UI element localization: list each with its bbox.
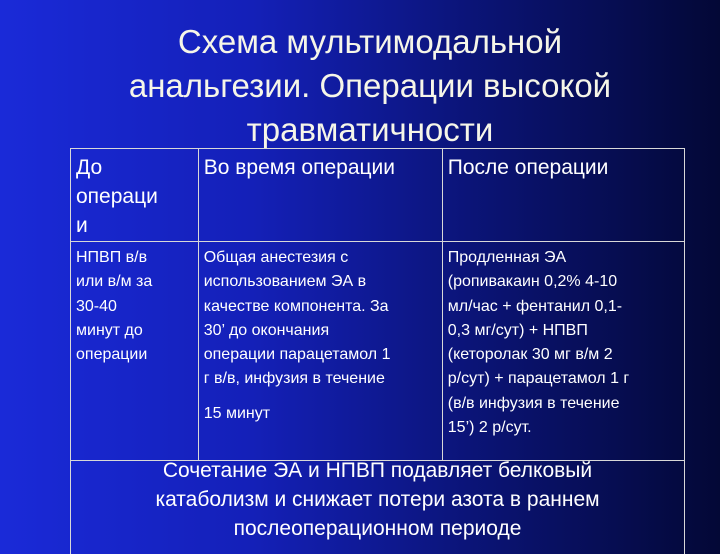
cell-line: г в/в, инфузия в течение <box>203 370 385 388</box>
header-line: До <box>76 156 103 179</box>
analgesia-table <box>70 148 685 461</box>
cell-line: качестве компонента. За <box>203 297 389 315</box>
cell-line: 30-40 <box>76 297 117 315</box>
cell-line: или в/м за <box>76 273 153 291</box>
cell-line: р/сут) + парацетамол 1 г <box>447 370 630 388</box>
cell-line: Общая анестезия с <box>203 249 349 266</box>
cell-line: 15 минут <box>203 404 271 422</box>
cell-line: НПВП в/в <box>76 249 148 266</box>
conclusion-line: Сочетание ЭА и НПВП подавляет белковый <box>162 459 593 482</box>
cell-after-surgery <box>442 242 684 461</box>
header-line: операци <box>76 185 158 208</box>
cell-before-surgery <box>71 242 199 461</box>
title-line: анальгезии. Операции высокой <box>128 67 612 104</box>
slide-title <box>60 20 680 152</box>
cell-line: использованием ЭА в <box>203 273 367 291</box>
table-row <box>71 242 685 461</box>
conclusion-line: катаболизм и снижает потери азота в раннем <box>155 488 600 511</box>
cell-line: (кеторолак 30 мг в/м 2 <box>447 346 613 364</box>
cell-line: минут до <box>76 321 143 339</box>
cell-line: 0,3 мг/сут) + НПВП <box>447 321 588 339</box>
title-line: Схема мультимодальной <box>177 23 563 60</box>
title-line: травматичности <box>246 111 494 148</box>
cell-line: Продленная ЭА <box>447 249 567 266</box>
header-after-surgery <box>442 149 684 242</box>
cell-line: (в/в инфузия в течение <box>447 394 620 412</box>
cell-line: мл/час + фентанил 0,1- <box>447 297 623 315</box>
conclusion-line: послеоперационном периоде <box>233 517 522 540</box>
header-line: и <box>76 214 88 237</box>
cell-line: (ропивакаин 0,2% 4-10 <box>447 273 618 291</box>
header-line: После операции <box>447 156 609 179</box>
table-header-row <box>71 149 685 242</box>
cell-line: 30’ до окончания <box>203 321 330 339</box>
header-line: Во время операции <box>203 156 395 179</box>
header-during-surgery <box>198 149 442 242</box>
cell-during-surgery <box>198 242 442 461</box>
cell-line: 15’) 2 р/сут. <box>447 419 532 437</box>
header-before-surgery <box>71 149 199 242</box>
cell-line: операции <box>76 346 148 364</box>
cell-line: операции парацетамол 1 <box>203 346 391 364</box>
conclusion-box <box>70 454 685 554</box>
